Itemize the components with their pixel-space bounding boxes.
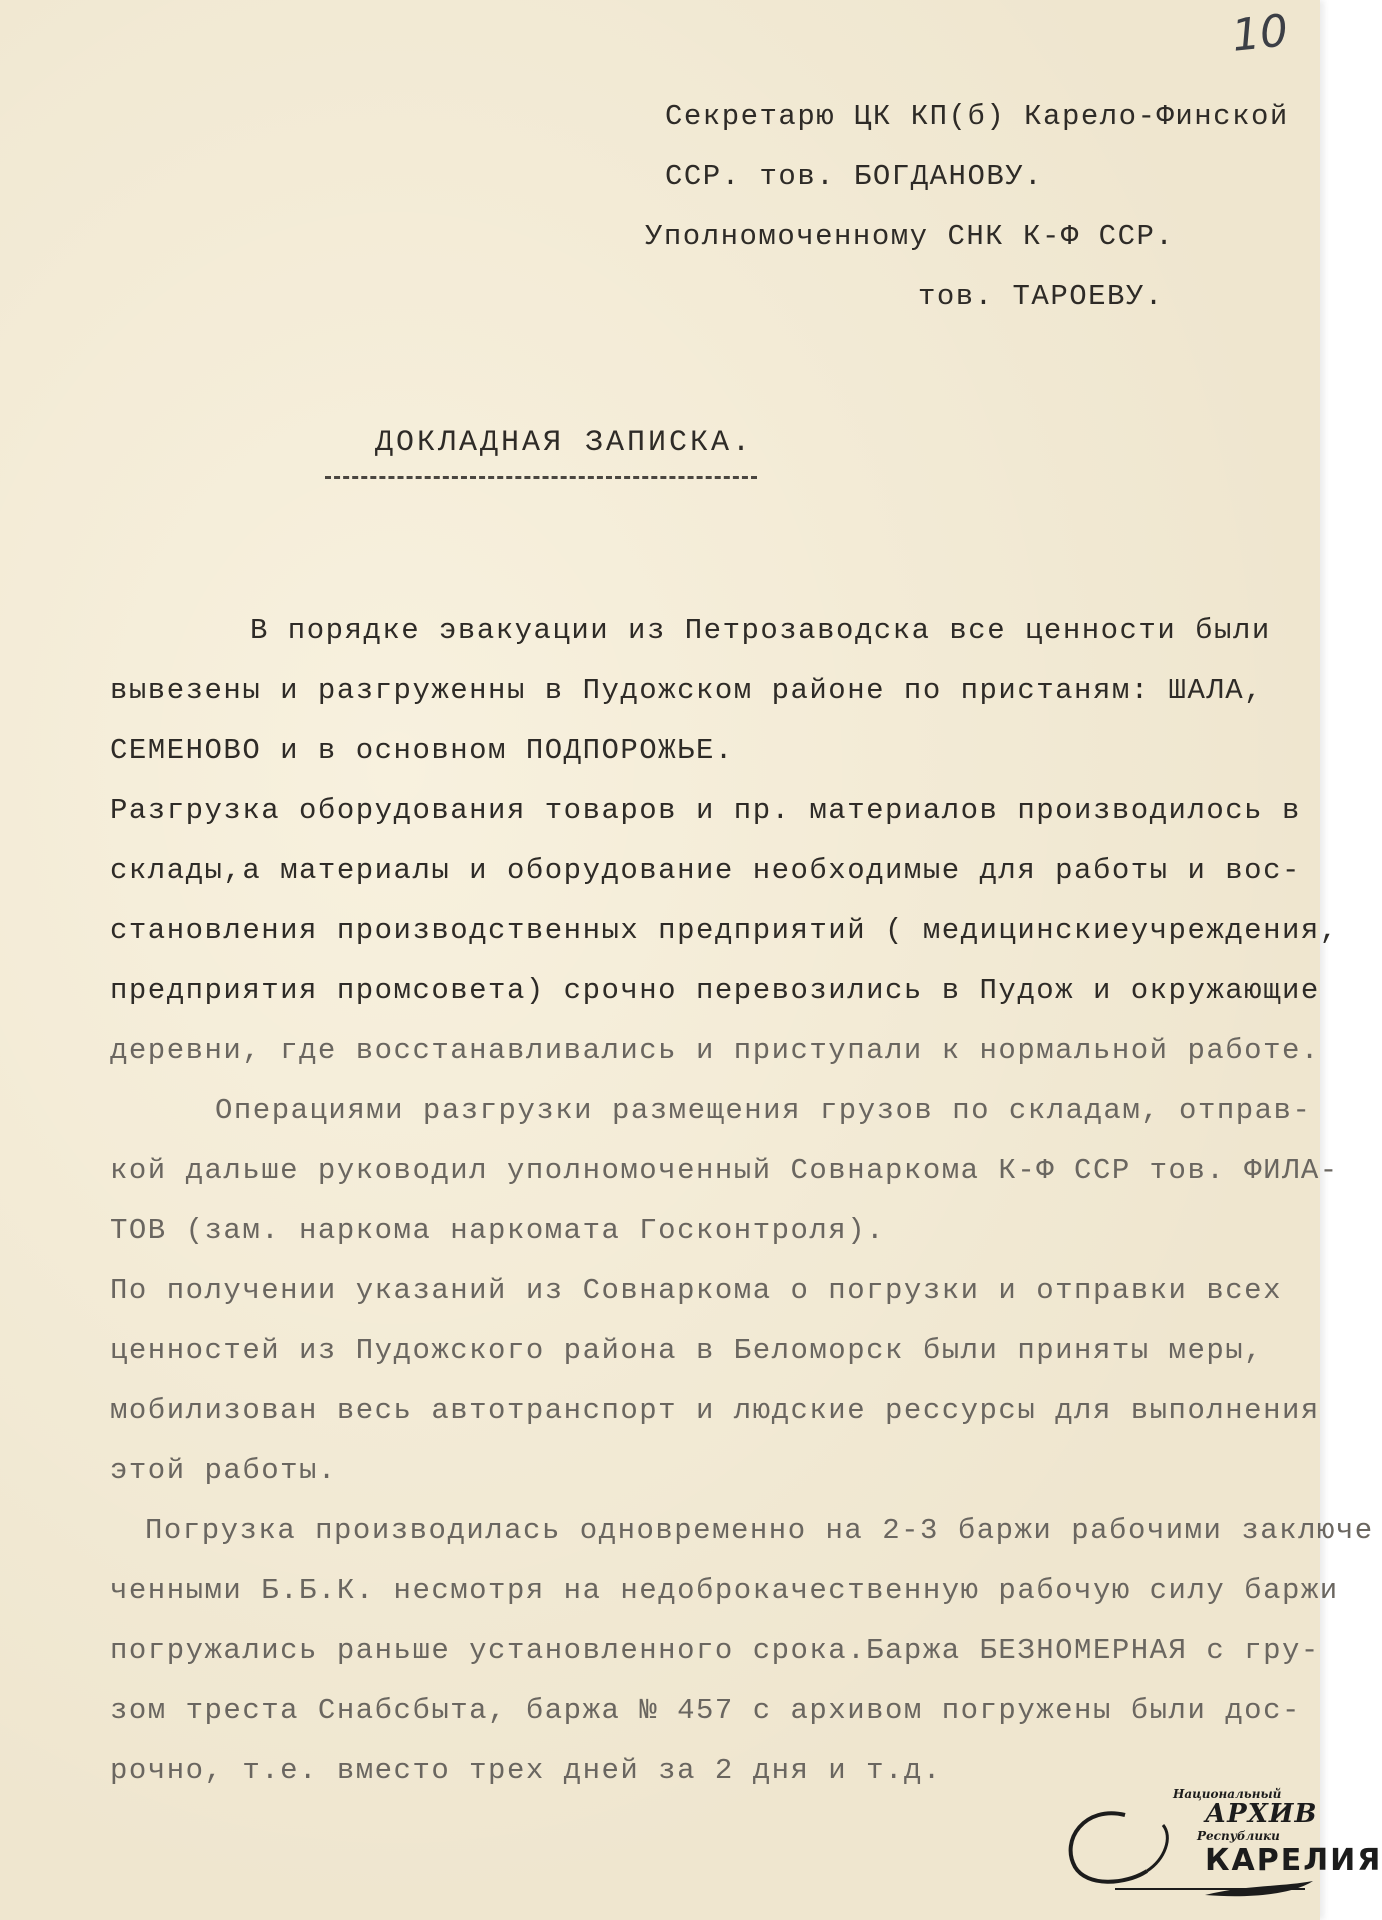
stamp-karelia-text: КАРЕЛИЯ — [1205, 1843, 1382, 1878]
document-title: ДОКЛАДНАЯ ЗАПИСКА. — [375, 426, 754, 460]
body-line: По получении указаний из Совнаркома о погрузки и отправки всех — [110, 1274, 1282, 1307]
body-line: В порядке эвакуации из Петрозаводска все ценности были — [250, 614, 1271, 647]
body-line: Погрузка производилась одновременно на 2-3 баржи рабочими заключе — [145, 1514, 1374, 1547]
body-line: СЕМЕНОВО и в основном ПОДПОРОЖЬЕ. — [110, 734, 734, 767]
body-line: вывезены и разгруженны в Пудожском районе по пристаням: ШАЛА, — [110, 674, 1264, 707]
stamp-archive-text: АРХИВ — [1205, 1799, 1318, 1829]
body-line: ценностей из Пудожского района в Беломорск были приняты меры, — [110, 1334, 1264, 1367]
archive-karelia-logo — [1055, 1785, 1382, 1900]
title-underline — [325, 476, 757, 479]
body-line: кой дальше руководил уполномоченный Совнаркома К-Ф ССР тов. ФИЛА- — [110, 1154, 1339, 1187]
page-number: 10 — [1229, 5, 1291, 62]
body-line: Разгрузка оборудования товаров и пр. материалов производилось в — [110, 794, 1301, 827]
body-line: погружались раньше установленного срока.Баржа БЕЗНОМЕРНАЯ с гру- — [110, 1634, 1320, 1667]
addressee-line-3: Уполномоченному СНК К-Ф ССР. — [645, 220, 1175, 253]
addressee-line-2: ССР. тов. БОГДАНОВУ. — [665, 160, 1044, 193]
body-line: рочно, т.е. вместо трех дней за 2 дня и т.д. — [110, 1754, 942, 1787]
stamp-national-text: Национальный — [1173, 1787, 1282, 1801]
body-line: склады,а материалы и оборудование необходимые для работы и вос- — [110, 854, 1301, 887]
body-line: этой работы. — [110, 1454, 337, 1487]
body-line: ченными Б.Б.К. несмотря на недоброкачественную рабочую силу баржи — [110, 1574, 1339, 1607]
body-line: Операциями разгрузки размещения грузов по складам, отправ- — [215, 1094, 1312, 1127]
addressee-line-1: Секретарю ЦК КП(б) Карело-Финской — [665, 100, 1289, 133]
addressee-line-4: тов. ТАРОЕВУ. — [918, 280, 1164, 313]
body-line: мобилизован весь автотранспорт и людские рессурсы для выполнения — [110, 1394, 1320, 1427]
body-line: предприятия промсовета) срочно перевозились в Пудож и окружающие — [110, 974, 1320, 1007]
body-line: ТОВ (зам. наркома наркомата Госконтроля). — [110, 1214, 886, 1247]
body-line: зом треста Снабсбыта, баржа № 457 с архивом погружены были дос- — [110, 1694, 1301, 1727]
body-line: становления производственных предприятий ( медицинскиеучреждения, — [110, 914, 1339, 947]
body-line: деревни, где восстанавливались и приступали к нормальной работе. — [110, 1034, 1320, 1067]
stamp-republic-text: Республики — [1197, 1829, 1280, 1843]
